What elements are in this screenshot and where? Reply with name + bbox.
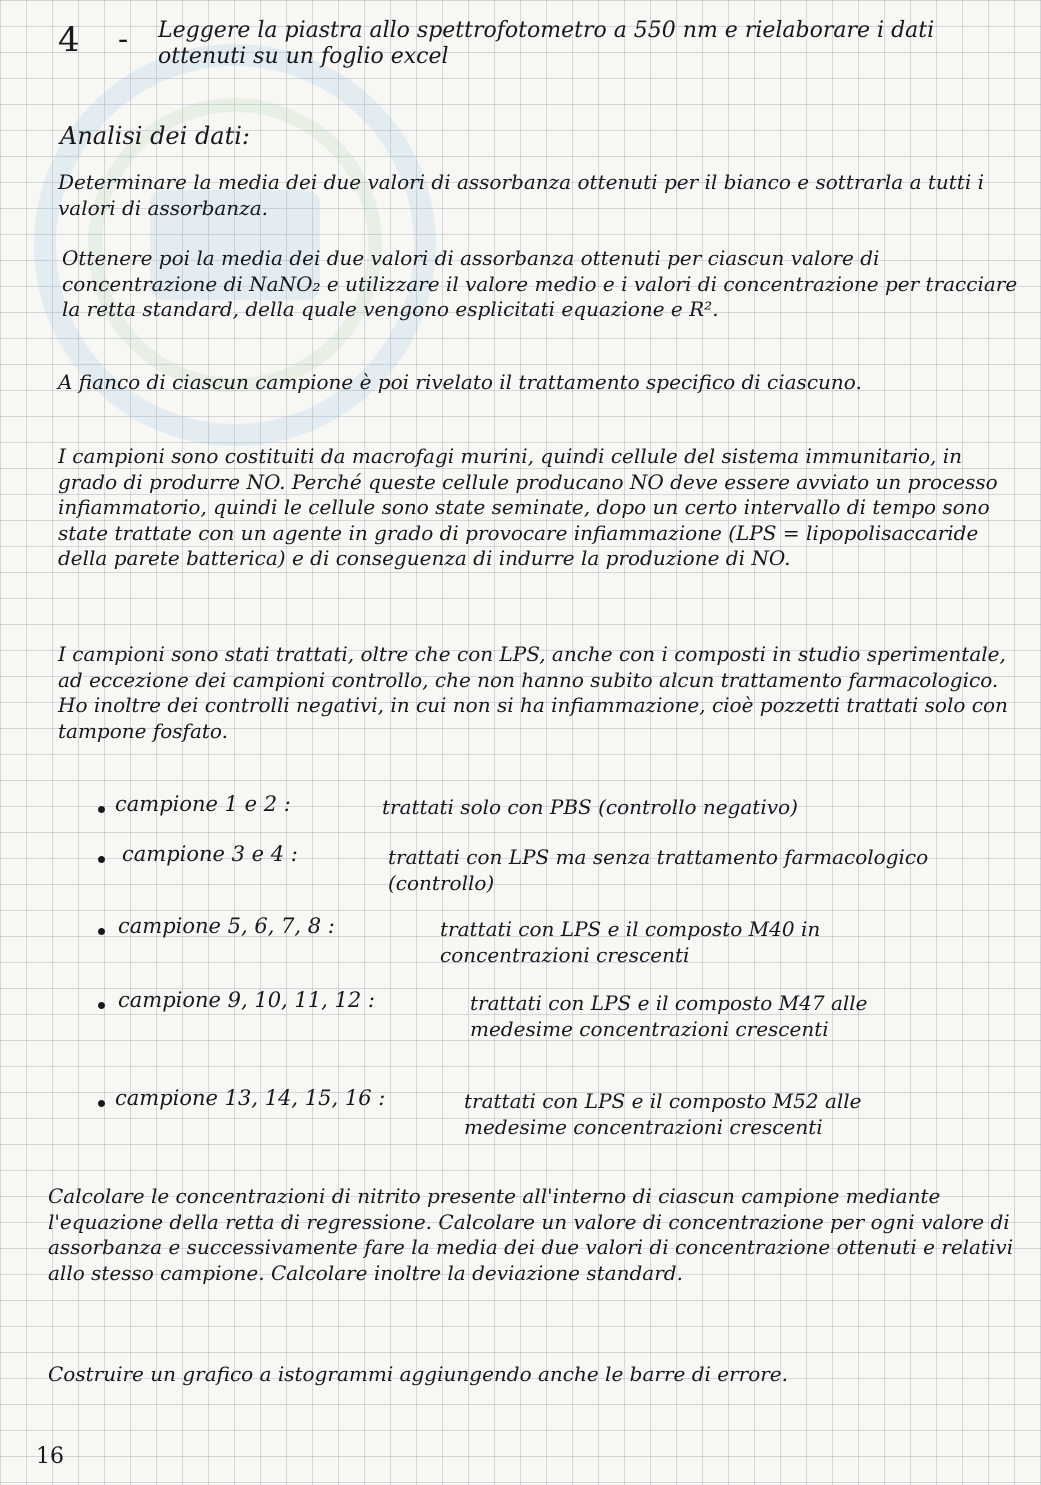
step-number: 4 bbox=[58, 20, 80, 60]
paragraph-compounds: I campioni sono stati trattati, oltre che con LPS, anche con i composti in studio sperimentale, ad eccezione dei campioni controllo, che non hanno subito alcun trattamento farmacologico. Ho inoltre dei controlli negativi, in cui non si ha infiammazione, cioè pozzetti trattati solo con tampone fosfato. bbox=[58, 642, 1015, 743]
sample-desc-1-2: trattati solo con PBS (controllo negativo) bbox=[382, 795, 798, 819]
analysis-heading: Analisi dei dati: bbox=[60, 122, 251, 150]
sample-label-3-4: campione 3 e 4 : bbox=[122, 842, 298, 866]
page-number: 16 bbox=[36, 1444, 64, 1469]
bullet-dot bbox=[98, 806, 105, 813]
sample-desc-13-16: trattati con LPS e il composto M52 alle medesime concentrazioni crescenti bbox=[464, 1089, 868, 1139]
sample-label-1-2: campione 1 e 2 : bbox=[115, 792, 291, 816]
paragraph-macrophages: I campioni sono costituiti da macrofagi murini, quindi cellule del sistema immunitario, in grado di produrre NO. Perché queste cellule producano NO deve essere avviato un processo infiammatorio, quindi le cellule sono state seminate, dopo un certo intervallo di tempo sono state trattate con un agente in grado di provocare infiammazione (LPS = lipopolisaccaride della parete batterica) e di conseguenza di indurre la produzione di NO. bbox=[58, 444, 1005, 571]
bullet-dot bbox=[98, 856, 105, 863]
sample-label-9-12: campione 9, 10, 11, 12 : bbox=[118, 988, 375, 1012]
bullet-dot bbox=[98, 1100, 105, 1107]
paragraph-nitrite-calculation: Calcolare le concentrazioni di nitrito presente all'interno di ciascun campione mediante l'equazione della retta di regressione. Calcolare un valore di concentrazione per ogni valore di assorbanza e successivamente fare la media dei due valori di concentrazione ottenuti e relativi allo stesso campione. Calcolare inoltre la deviazione standard. bbox=[48, 1184, 1020, 1285]
paragraph-standard-curve: Ottenere poi la media dei due valori di assorbanza ottenuti per ciascun valore di concentrazione di NaNO₂ e utilizzare il valore medio e i valori di concentrazione per tracciare la retta standard, della quale vengono esplicitati equazione e R². bbox=[62, 246, 1024, 322]
paragraph-histogram: Costruire un grafico a istogrammi aggiungendo anche le barre di errore. bbox=[48, 1362, 788, 1386]
sample-desc-3-4: trattati con LPS ma senza trattamento farmacologico (controllo) bbox=[388, 845, 935, 895]
sample-desc-5-8: trattati con LPS e il composto M40 in concentrazioni crescenti bbox=[440, 917, 827, 967]
step-dash: - bbox=[118, 22, 129, 57]
paragraph-blank-subtraction: Determinare la media dei due valori di assorbanza ottenuti per il bianco e sottrarla a tutti i valori di assorbanza. bbox=[58, 170, 991, 220]
paragraph-sample-treatment: A fianco di ciascun campione è poi rivelato il trattamento specifico di ciascuno. bbox=[58, 370, 862, 394]
sample-label-5-8: campione 5, 6, 7, 8 : bbox=[118, 914, 335, 938]
bullet-dot bbox=[98, 928, 105, 935]
bullet-dot bbox=[98, 1002, 105, 1009]
sample-desc-9-12: trattati con LPS e il composto M47 alle medesime concentrazioni crescenti bbox=[470, 991, 874, 1041]
watermark-logo-icon bbox=[0, 10, 470, 480]
sample-label-13-16: campione 13, 14, 15, 16 : bbox=[115, 1086, 386, 1110]
step-instruction: Leggere la piastra allo spettrofotometro a 550 nm e rielaborare i dati ottenuti su un foglio excel bbox=[158, 18, 942, 69]
